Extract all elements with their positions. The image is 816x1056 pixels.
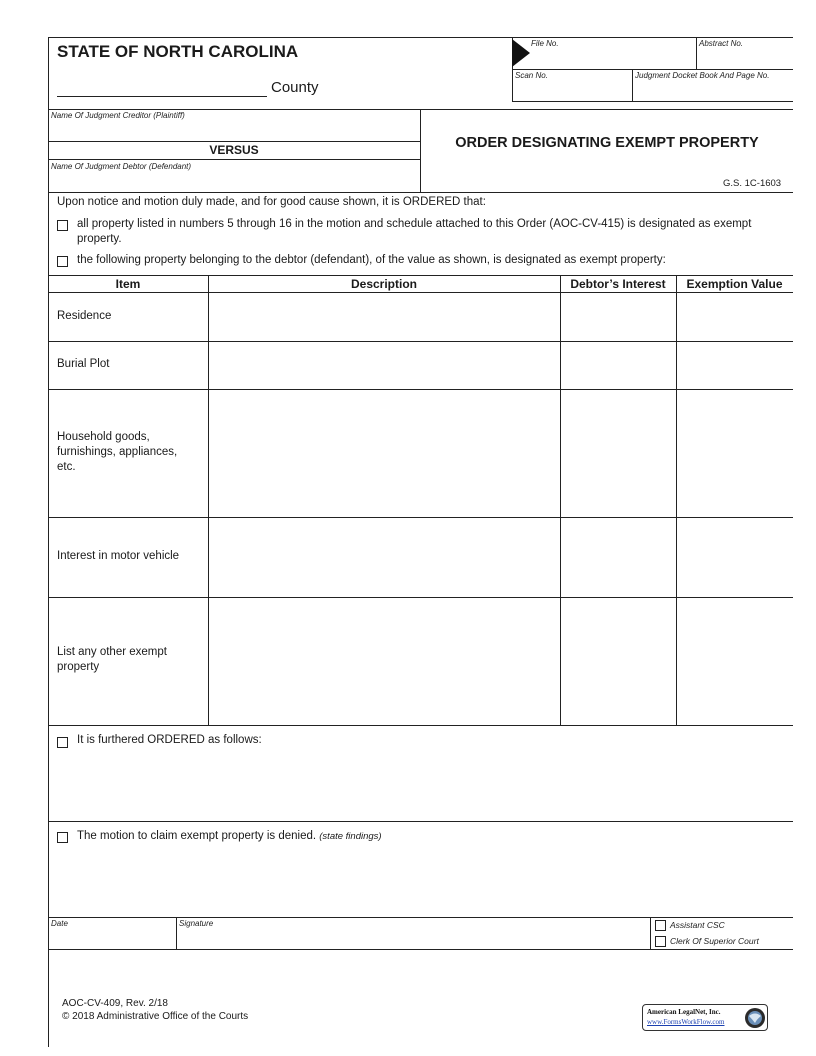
residence-description-field[interactable] <box>209 293 560 341</box>
scan-no-label: Scan No. <box>515 71 548 80</box>
burial-interest-field[interactable] <box>561 342 676 389</box>
file-no-label: File No. <box>531 39 559 48</box>
date-label: Date <box>51 919 68 928</box>
clerk-label: Clerk Of Superior Court <box>670 936 759 946</box>
burial-exemption-field[interactable] <box>677 342 793 389</box>
intro-text: Upon notice and motion duly made, and for good cause shown, it is ORDERED that: <box>57 196 486 208</box>
findings-field[interactable] <box>49 848 793 916</box>
other-description-field[interactable] <box>209 598 560 725</box>
table-bottom <box>48 725 793 726</box>
abstract-no-label: Abstract No. <box>699 39 744 48</box>
versus-line <box>48 159 420 160</box>
all-property-text-2: property. <box>77 233 122 245</box>
motion-denied-text <box>77 830 382 842</box>
docket-label: Judgment Docket Book And Page No. <box>635 71 770 80</box>
county-label: County <box>271 79 319 96</box>
header-item: Item <box>115 277 141 291</box>
other-interest-field[interactable] <box>561 598 676 725</box>
abstract-no-field[interactable] <box>697 37 793 69</box>
all-property-checkbox[interactable] <box>57 220 68 231</box>
header-debtors-interest: Debtor’s Interest <box>570 277 666 291</box>
date-field[interactable] <box>49 928 175 948</box>
parties-bottom <box>48 192 793 193</box>
further-ordered-checkbox[interactable] <box>57 737 68 748</box>
further-ordered-field[interactable] <box>49 752 793 820</box>
file-no-field[interactable] <box>512 37 696 69</box>
row-item-residence: Residence <box>57 310 112 322</box>
creditor-label: Name Of Judgment Creditor (Plaintiff) <box>51 111 185 120</box>
header-exemption-value: Exemption Value <box>686 277 783 291</box>
creditor-field[interactable] <box>49 120 419 141</box>
motion-denied-checkbox[interactable] <box>57 832 68 843</box>
copyright: © 2018 Administrative Office of the Courts <box>62 1011 249 1022</box>
further-ordered-text: It is furthered ORDERED as follows: <box>77 734 262 746</box>
legalnet-logo[interactable] <box>642 1004 768 1031</box>
vehicle-interest-field[interactable] <box>561 518 676 597</box>
form-number: AOC-CV-409, Rev. 2/18 <box>62 998 168 1009</box>
docket-field[interactable] <box>633 70 793 101</box>
state-findings-note: (state findings) <box>319 831 382 842</box>
household-description-field[interactable] <box>209 390 560 517</box>
denied-bottom <box>48 917 793 918</box>
scan-no-field[interactable] <box>512 70 632 101</box>
burial-description-field[interactable] <box>209 342 560 389</box>
motion-denied-label: The motion to claim exempt property is denied. <box>77 830 317 842</box>
signature-label: Signature <box>179 919 214 928</box>
logo-company: American LegalNet, Inc. <box>647 1008 721 1016</box>
assistant-csc-checkbox[interactable] <box>655 920 666 931</box>
household-interest-field[interactable] <box>561 390 676 517</box>
globe-icon <box>744 1007 766 1029</box>
further-ordered-bottom <box>48 821 793 822</box>
table-row <box>48 598 793 725</box>
table-row <box>48 342 793 389</box>
statute-ref: G.S. 1C-1603 <box>723 178 782 189</box>
other-exemption-field[interactable] <box>677 598 793 725</box>
logo-url: www.FormsWorkFlow.com <box>647 1018 725 1026</box>
all-property-text: all property listed in numbers 5 through 16 in the motion and schedule attached to this Order (AOC-CV-415) is designated as exempt <box>77 218 752 230</box>
table-row <box>48 293 793 341</box>
residence-exemption-field[interactable] <box>677 293 793 341</box>
assistant-csc-label: Assistant CSC <box>670 920 725 930</box>
state-heading: STATE OF NORTH CAROLINA <box>57 42 299 61</box>
county-line[interactable] <box>57 96 267 97</box>
table-row <box>48 518 793 597</box>
row-item-household-goods: Household goods, furnishings, appliances, etc. <box>57 431 178 473</box>
row-item-other-property: List any other exempt property <box>57 646 167 673</box>
file-box-bottom <box>512 101 793 102</box>
household-exemption-field[interactable] <box>677 390 793 517</box>
table-top <box>48 275 793 276</box>
vehicle-description-field[interactable] <box>209 518 560 597</box>
debtor-label: Name Of Judgment Debtor (Defendant) <box>51 162 192 171</box>
vehicle-exemption-field[interactable] <box>677 518 793 597</box>
signature-field[interactable] <box>177 928 649 948</box>
debtor-field[interactable] <box>49 171 419 191</box>
versus-label: VERSUS <box>209 143 259 157</box>
signature-bottom <box>48 949 793 950</box>
table-row <box>48 390 793 517</box>
residence-interest-field[interactable] <box>561 293 676 341</box>
row-item-motor-vehicle: Interest in motor vehicle <box>57 550 180 562</box>
following-property-text: the following property belonging to the debtor (defendant), of the value as shown, is designated as exempt property: <box>77 254 666 266</box>
header-description: Description <box>350 277 417 291</box>
row-item-burial-plot: Burial Plot <box>57 358 110 370</box>
clerk-checkbox[interactable] <box>655 936 666 947</box>
creditor-line <box>48 141 420 142</box>
signature-divider <box>650 917 651 949</box>
form-title: ORDER DESIGNATING EXEMPT PROPERTY <box>455 135 759 151</box>
following-property-checkbox[interactable] <box>57 256 68 267</box>
